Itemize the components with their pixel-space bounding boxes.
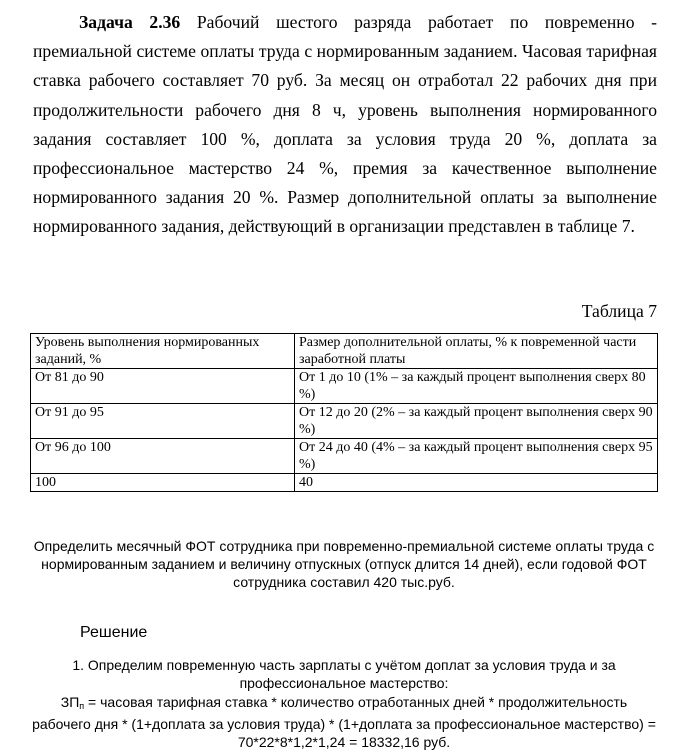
table-header-row [31,334,658,369]
table-cell: 100 [31,474,295,492]
question-paragraph: Определить месячный ФОТ сотрудника при повременно-премиальной системе оплаты труда с нормированным заданием и величину отпускных (отпуск длится 14 дней), если годовой ФОТ сотрудника составил 420 тыс.руб. [33,538,655,590]
formula-symbol: ЗП [60,694,80,710]
table-header-cell: Уровень выполнения нормированных заданий, % [31,334,295,369]
table-row [31,404,658,439]
table-header-cell: Размер дополнительной оплаты, % к повременной части заработной платы [295,334,658,369]
table-row [31,439,658,474]
table-cell: От 91 до 95 [31,404,295,439]
table-cell: 40 [295,474,658,492]
task-paragraph [33,8,657,242]
table-row [31,474,658,492]
table-cell: От 81 до 90 [31,369,295,404]
table-cell: От 12 до 20 (2% – за каждый процент выполнения сверх 90 %) [295,404,658,439]
formula-text: = часовая тарифная ставка * количество отработанных дней * продолжительность рабочего дня * (1+доплата за условия труда) * (1+доплата за профессиональное мастерство) = 70*22*8*1,2*1,24 = 18332,16 руб. [32,694,656,750]
solution-heading: Решение [80,624,148,641]
solution-formula [30,693,658,751]
task-title: Задача 2.36 [79,12,181,32]
formula-subscript: п [79,701,85,711]
bonus-table [30,333,658,492]
table-caption: Таблица 7 [581,301,657,321]
table-cell: От 1 до 10 (1% – за каждый процент выполнения сверх 80 %) [295,369,658,404]
table-row [31,369,658,404]
solution-step-1: 1. Определим повременную часть зарплаты с учётом доплат за условия труда и за профессиональное мастерство: [72,657,616,691]
task-text: Рабочий шестого разряда работает по повременно - премиальной системе оплаты труда с нормированным заданием. Часовая тарифная ставка рабочего составляет 70 руб. За месяц он отработал 22 рабочих дня при продолжительности рабочего дня 8 ч, уровень выполнения нормированного задания составляет 100 %, доплата за условия труда 20 %, доплата за профессиональное мастерство 24 %, премия за качественное выполнение нормированного задания 20 %. Размер дополнительной оплаты за выполнение нормированного задания, действующий в организации представлен в таблице 7. [33,12,658,237]
table-cell: От 96 до 100 [31,439,295,474]
table-cell: От 24 до 40 (4% – за каждый процент выполнения сверх 95 %) [295,439,658,474]
